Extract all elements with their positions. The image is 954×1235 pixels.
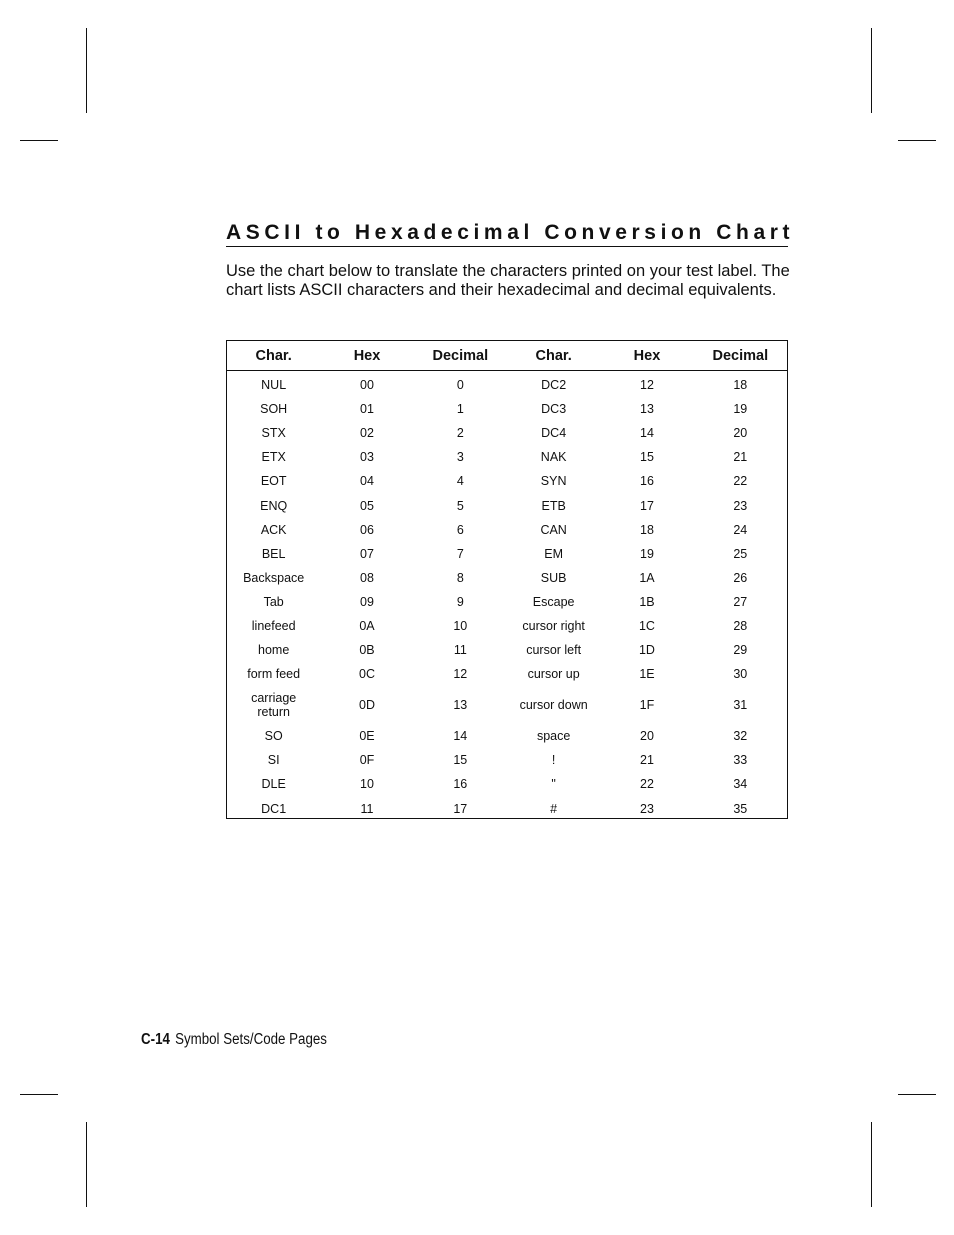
- table-row: [227, 421, 787, 445]
- table-cell: 17: [453, 801, 468, 816]
- table-cell: 21: [640, 753, 654, 768]
- table-cell: 15: [640, 450, 654, 465]
- table-cell: 14: [453, 729, 468, 744]
- table-cell: SI: [267, 753, 280, 768]
- table-cell: 20: [733, 426, 748, 441]
- crop-mark: [898, 1094, 936, 1095]
- table-cell: DC3: [541, 402, 567, 417]
- crop-mark: [871, 28, 872, 113]
- table-cell: 3: [456, 450, 464, 465]
- table-cell: 22: [640, 777, 654, 792]
- column-header: Hex: [320, 341, 413, 371]
- table-cell: form feed: [247, 667, 301, 682]
- table-cell: CAN: [540, 522, 567, 537]
- table-cell: 7: [456, 546, 464, 561]
- table-cell: ETX: [261, 450, 286, 465]
- table-cell: 33: [733, 753, 748, 768]
- table-cell: ACK: [260, 522, 287, 537]
- title-underline: [226, 246, 788, 247]
- table-row: [227, 371, 787, 398]
- table-cell: 16: [640, 474, 654, 489]
- table-cell: NAK: [540, 450, 567, 465]
- conversion-table: [227, 341, 787, 821]
- table-cell: linefeed: [251, 618, 296, 633]
- table-cell: 10: [360, 777, 374, 792]
- table-cell: 23: [733, 498, 748, 513]
- crop-mark: [898, 140, 936, 141]
- table-cell: 29: [733, 643, 748, 658]
- table-cell: EM: [544, 546, 564, 561]
- table-row: [227, 724, 787, 748]
- table-cell: 1A: [639, 570, 655, 585]
- table-cell: 1F: [639, 698, 655, 713]
- table-row: [227, 797, 787, 821]
- table-cell: DC4: [541, 426, 567, 441]
- table-cell: 2: [456, 426, 464, 441]
- table-row: [227, 662, 787, 686]
- table-cell: SYN: [540, 474, 567, 489]
- table-cell: SO: [264, 729, 283, 744]
- table-cell: home: [258, 643, 290, 658]
- table-cell: cursor up: [527, 667, 580, 682]
- page-title: ASCII to Hexadecimal Conversion Chart: [226, 221, 795, 244]
- table-cell: ENQ: [260, 498, 288, 513]
- table-cell: 0E: [359, 729, 375, 744]
- crop-mark: [86, 1122, 87, 1207]
- page-number: C-14: [141, 1031, 170, 1048]
- table-cell: 1B: [639, 594, 655, 609]
- table-cell: 13: [453, 698, 468, 713]
- table-cell: 31: [733, 698, 748, 713]
- table-cell: 0C: [359, 667, 375, 682]
- table-cell: ": [551, 777, 556, 792]
- table-cell: 32: [733, 729, 748, 744]
- table-cell: 26: [733, 570, 748, 585]
- column-header: Char.: [227, 341, 320, 371]
- table-cell: 21: [733, 450, 748, 465]
- table-cell: 1: [456, 402, 464, 417]
- table-row: [227, 614, 787, 638]
- table-cell: 0D: [359, 698, 375, 713]
- table-cell: cursor down: [519, 698, 588, 713]
- table-cell: cursor right: [522, 618, 585, 633]
- table-cell: 28: [733, 618, 748, 633]
- table-cell: cursor left: [526, 643, 582, 658]
- table-cell: space: [536, 729, 571, 744]
- table-cell: carriage return: [251, 691, 297, 720]
- table-cell: 8: [456, 570, 464, 585]
- table-cell: 06: [360, 522, 374, 537]
- table-row: [227, 566, 787, 590]
- table-cell: 11: [360, 801, 374, 816]
- crop-mark: [20, 140, 58, 141]
- table-cell: 0: [456, 378, 464, 393]
- table-row: [227, 469, 787, 493]
- column-header: Char.: [507, 341, 600, 371]
- table-cell: 0B: [359, 643, 375, 658]
- table-row: [227, 397, 787, 421]
- table-row: [227, 518, 787, 542]
- table-cell: 30: [733, 667, 748, 682]
- conversion-table-frame: [226, 340, 788, 819]
- table-cell: 17: [640, 498, 654, 513]
- table-row: [227, 542, 787, 566]
- table-cell: 11: [453, 643, 467, 658]
- page-footer: [141, 1031, 327, 1049]
- table-cell: 15: [453, 753, 468, 768]
- crop-mark: [871, 1122, 872, 1207]
- table-cell: 18: [640, 522, 654, 537]
- table-cell: !: [551, 753, 556, 768]
- crop-mark: [86, 28, 87, 113]
- table-cell: DLE: [261, 777, 286, 792]
- table-cell: BEL: [261, 546, 286, 561]
- table-cell: 07: [360, 546, 374, 561]
- table-cell: 35: [733, 801, 748, 816]
- crop-mark: [20, 1094, 58, 1095]
- table-cell: 04: [360, 474, 374, 489]
- column-header: Decimal: [414, 341, 507, 371]
- section-title: Symbol Sets/Code Pages: [175, 1031, 327, 1048]
- table-cell: Tab: [263, 594, 284, 609]
- table-cell: 16: [453, 777, 468, 792]
- table-row: [227, 590, 787, 614]
- table-cell: 09: [360, 594, 374, 609]
- table-cell: 1E: [639, 667, 655, 682]
- table-row: [227, 638, 787, 662]
- table-row: [227, 686, 787, 724]
- table-header-row: [227, 341, 787, 371]
- table-cell: DC1: [261, 801, 287, 816]
- table-cell: SOH: [260, 402, 288, 417]
- table-cell: 12: [453, 667, 468, 682]
- table-cell: STX: [261, 426, 286, 441]
- table-cell: 13: [640, 402, 654, 417]
- table-cell: 02: [360, 426, 374, 441]
- table-cell: 5: [456, 498, 464, 513]
- table-cell: DC2: [541, 378, 567, 393]
- table-cell: 25: [733, 546, 748, 561]
- table-cell: EOT: [260, 474, 287, 489]
- table-cell: Escape: [532, 594, 575, 609]
- table-cell: 20: [640, 729, 654, 744]
- table-cell: 19: [640, 546, 654, 561]
- table-cell: 03: [360, 450, 374, 465]
- table-row: [227, 445, 787, 469]
- table-cell: 10: [453, 618, 468, 633]
- table-cell: 08: [360, 570, 374, 585]
- table-row: [227, 493, 787, 517]
- table-cell: 18: [733, 378, 748, 393]
- table-row: [227, 772, 787, 796]
- table-cell: #: [550, 801, 558, 816]
- table-cell: 0A: [359, 618, 375, 633]
- table-cell: 34: [733, 777, 748, 792]
- table-cell: 9: [456, 594, 464, 609]
- column-header: Hex: [600, 341, 693, 371]
- table-cell: 19: [733, 402, 748, 417]
- table-cell: 14: [640, 426, 654, 441]
- table-cell: 24: [733, 522, 748, 537]
- table-cell: 01: [360, 402, 374, 417]
- table-cell: 1C: [638, 618, 655, 633]
- table-cell: NUL: [261, 378, 287, 393]
- table-cell: 00: [360, 378, 374, 393]
- column-header: Decimal: [694, 341, 787, 371]
- table-body: [227, 371, 787, 821]
- table-cell: SUB: [540, 570, 567, 585]
- table-cell: 4: [456, 474, 464, 489]
- table-cell: 6: [456, 522, 464, 537]
- table-cell: 0F: [359, 753, 375, 768]
- table-cell: 1D: [638, 643, 655, 658]
- table-cell: 05: [360, 498, 374, 513]
- table-cell: 22: [733, 474, 748, 489]
- intro-paragraph: Use the chart below to translate the characters printed on your test label. The chart lists ASCII characters and their hexadecimal and decimal equivalents.: [226, 262, 790, 299]
- table-cell: 12: [640, 378, 654, 393]
- table-cell: Backspace: [243, 570, 305, 585]
- table-cell: 27: [733, 594, 748, 609]
- table-cell: ETB: [541, 498, 566, 513]
- table-row: [227, 748, 787, 772]
- table-cell: 23: [640, 801, 654, 816]
